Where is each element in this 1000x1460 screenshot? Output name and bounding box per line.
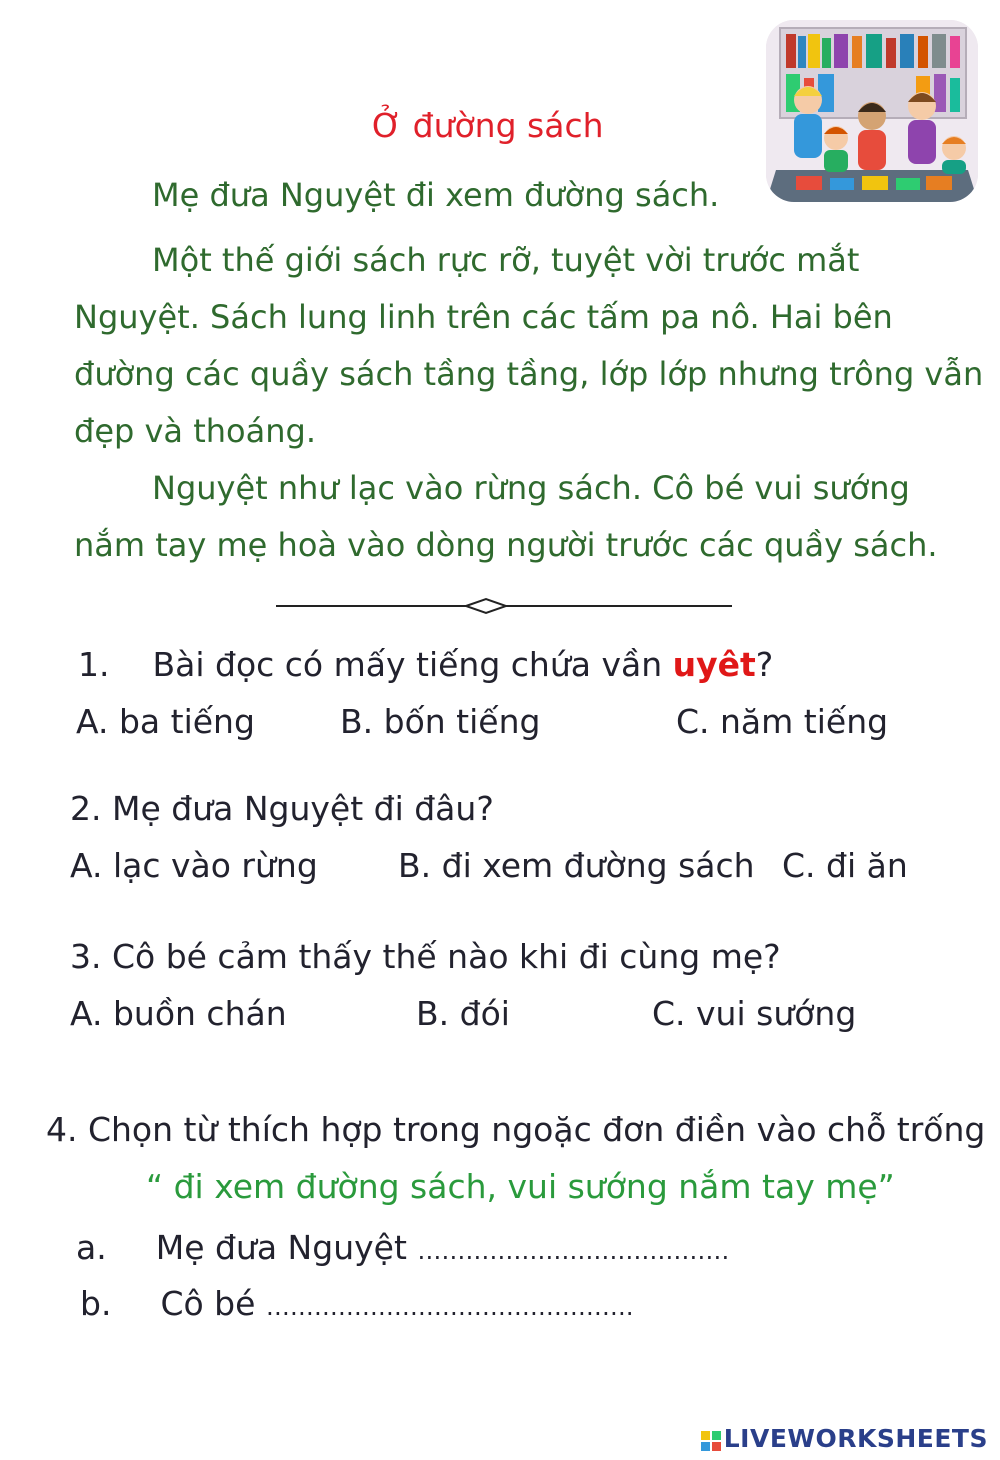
q2-option-a[interactable]: A. lạc vào rừng [70, 846, 318, 885]
q4-item-b-blank[interactable]: ………………………………………. [265, 1293, 634, 1321]
question-1-text: Bài đọc có mấy tiếng chứa vần [152, 645, 663, 684]
q1-option-a[interactable]: A. ba tiếng [76, 702, 255, 741]
brand-name: LIVEWORKSHEETS [723, 1424, 988, 1453]
question-3: 3. Cô bé cảm thấy thế nào khi đi cùng mẹ? [70, 937, 781, 976]
passage-line-3: Nguyệt. Sách lung linh trên các tấm pa nô. Hai bên [74, 298, 893, 336]
question-1-highlight: uyêt [672, 645, 756, 684]
question-1 [78, 645, 773, 684]
reading-title: Ở đường sách [372, 106, 604, 145]
q4-item-a-label: a. [76, 1228, 107, 1267]
bookstore-illustration [766, 20, 978, 202]
q2-option-c[interactable]: C. đi ăn [782, 846, 908, 885]
q1-option-b[interactable]: B. bốn tiếng [340, 702, 541, 741]
passage-line-4: đường các quầy sách tầng tầng, lớp lớp nhưng trông vẫn [74, 355, 984, 393]
q4-item-b [80, 1284, 634, 1323]
q2-option-b[interactable]: B. đi xem đường sách [398, 846, 755, 885]
q4-item-a-blank[interactable]: ………………………………… [417, 1237, 730, 1265]
word-bank: “ đi xem đường sách, vui sướng nắm tay mẹ” [146, 1167, 895, 1206]
passage-line-7: nắm tay mẹ hoà vào dòng người trước các quầy sách. [74, 526, 938, 564]
liveworksheets-logo-icon [701, 1428, 721, 1448]
q4-item-a [76, 1228, 729, 1267]
question-1-mark: ? [755, 645, 774, 684]
passage-line-1: Mẹ đưa Nguyệt đi xem đường sách. [152, 176, 720, 214]
question-1-number: 1. [78, 645, 110, 684]
passage-line-2: Một thế giới sách rực rỡ, tuyệt vời trước mắt [152, 241, 860, 279]
liveworksheets-brand [701, 1424, 988, 1453]
q3-option-c[interactable]: C. vui sướng [652, 994, 857, 1033]
ornament-divider [276, 596, 732, 616]
q4-item-b-label: b. [80, 1284, 112, 1323]
question-2: 2. Mẹ đưa Nguyệt đi đâu? [70, 789, 494, 828]
q1-option-c[interactable]: C. năm tiếng [676, 702, 889, 741]
q4-item-b-text: Cô bé [160, 1284, 256, 1323]
passage-line-5: đẹp và thoáng. [74, 412, 316, 450]
q4-item-a-text: Mẹ đưa Nguyệt [155, 1228, 407, 1267]
q3-option-a[interactable]: A. buồn chán [70, 994, 287, 1033]
q3-option-b[interactable]: B. đói [416, 994, 510, 1033]
question-4: 4. Chọn từ thích hợp trong ngoặc đơn điền vào chỗ trống [46, 1110, 986, 1149]
passage-line-6: Nguyệt như lạc vào rừng sách. Cô bé vui sướng [152, 469, 910, 507]
